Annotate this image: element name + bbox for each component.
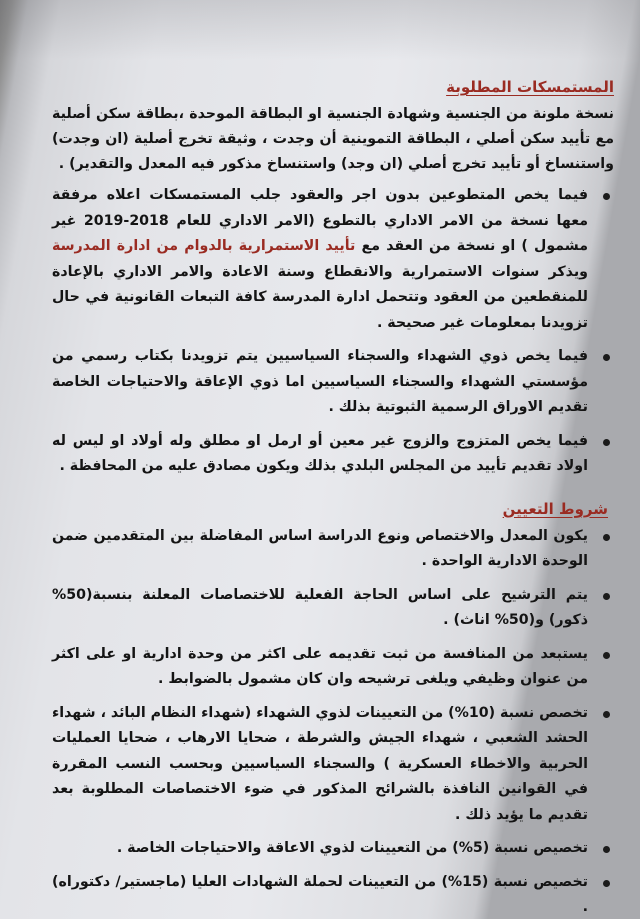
bullet-icon (603, 652, 610, 659)
list-item-text: ويذكر سنوات الاستمرارية والانقطاع وسنة الاعادة والامر الاداري بالإعادة للمنقطعين من العقود وتتحمل ادارة المدرسة كافة التبعات القانونية في حال تزويدنا بمعلومات غير صحيحة . (52, 263, 588, 331)
list-item-text: تخصص نسبة (10%) من التعيينات لذوي الشهداء (شهداء النظام البائد ، شهداء الحشد الشعبي ، شهداء الجيش والشرطة ، ضحايا الارهاب ، ضحايا العمليات الحربية والاخطاء العسكرية ) والسجناء السياسيين وبحسب النسب المقررة في القوانين النافذة بالشرائح المذكور في ضوء الاختصاصات المطلوبة بعد تقديم ما يؤيد ذلك . (52, 704, 588, 823)
required-documents-list (52, 183, 614, 480)
list-item (52, 836, 614, 862)
list-item (52, 429, 614, 480)
list-item-text: تخصيص نسبة (5%) من التعيينات لذوي الاعاقة والاحتياجات الخاصة . (116, 840, 588, 856)
required-documents-intro: نسخة ملونة من الجنسية وشهادة الجنسية او البطاقة الموحدة ،بطاقة سكن أصلية مع تأييد سكن أصلي ، البطاقة التموينية أن وجدت ، وثيقة تخرج أصلية (ان وجدت) واستنساخ أو تأييد تخرج أصلي (ان وجد) واستنساخ مذكور فيه المعدل والتقدير) . (52, 106, 614, 172)
bullet-icon (603, 193, 610, 200)
bullet-icon (603, 593, 610, 600)
list-item (52, 183, 614, 336)
list-item-text: يستبعد من المنافسة من ثبت تقديمه على اكثر من وحدة ادارية او على اكثر من عنوان وظيفي ويلغى ترشيحه وان كان مشمول بالضوابط . (52, 645, 588, 687)
list-item-text: فيما يخص ذوي الشهداء والسجناء السياسيين يتم تزويدنا بكتاب رسمي من مؤسستي الشهداء والسجناء السياسيين اما ذوي الإعاقة والاحتياجات الخاصة تقديم الاوراق الرسمية الثبوتية بذلك . (52, 348, 588, 415)
list-item-text: فيما يخص المتزوج والزوج غير معين أو ارمل او مطلق وله أولاد او ليس له اولاد تقديم تأييد من المجلس البلدي بذلك ويكون مصادق عليه من المحافظة . (52, 432, 588, 474)
bullet-icon (603, 439, 610, 446)
bullet-icon (603, 711, 610, 718)
list-item (52, 642, 614, 693)
bullet-icon (603, 880, 610, 887)
list-item-text: تخصيص نسبة (15%) من التعيينات لحملة الشهادات العليا (ماجستير/ دكتوراه) . (52, 873, 588, 915)
list-item (52, 701, 614, 829)
bullet-icon (603, 846, 610, 853)
list-item-text: يتم الترشيح على اساس الحاجة الفعلية للاختصاصات المعلنة بنسبة(50% ذكور) و(50% اناث) . (52, 586, 588, 628)
list-item (52, 344, 614, 421)
list-item-text: فيما يخص المتطوعين بدون اجر والعقود جلب المستمسكات اعلاه مرفقة معها نسخة من الامر الاداري بالتطوع (الامر الاداري للعام 2018-2019 غير مشمول ) او نسخة من العقد مع (52, 187, 588, 254)
appointment-conditions-heading: شروط التعيين (502, 499, 608, 518)
list-item (52, 583, 614, 634)
appointment-conditions-list (52, 524, 614, 919)
list-item-text: يكون المعدل والاختصاص ونوع الدراسة اساس المفاضلة بين المتقدمين ضمن الوحدة الادارية الواحدة . (52, 527, 588, 569)
list-item (52, 524, 614, 575)
list-item (52, 870, 614, 919)
highlighted-text: تأييد الاستمرارية بالدوام من ادارة المدرسة (52, 238, 356, 254)
bullet-icon (603, 534, 610, 541)
required-documents-heading: المستمسكات المطلوبة (446, 78, 614, 96)
bullet-icon (603, 354, 610, 361)
